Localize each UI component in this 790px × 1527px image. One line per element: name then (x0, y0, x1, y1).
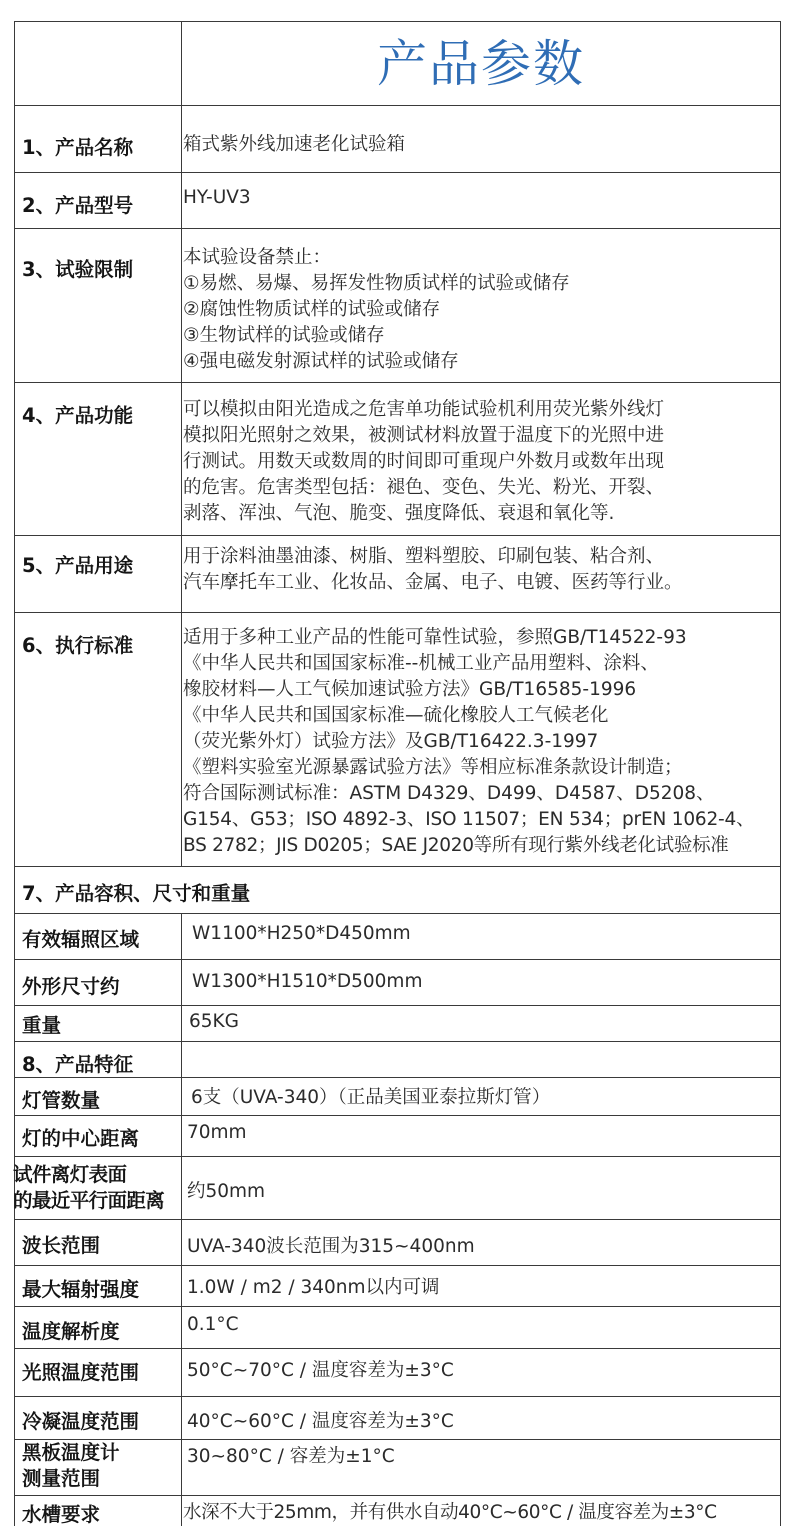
grid-line (181, 913, 182, 1526)
spec-line: G154、G53；ISO 4892-3、ISO 11507；EN 534；prEN 1062-4、 (183, 809, 755, 830)
section-heading: 7、产品容积、尺寸和重量 (22, 882, 251, 905)
spec-value: 1.0W / m2 / 340nm以内可调 (187, 1277, 440, 1298)
spec-value: 6支（UVA-340）（正品美国亚泰拉斯灯管） (191, 1087, 551, 1108)
spec-label: 6、执行标准 (22, 634, 134, 657)
spec-line: 适用于多种工业产品的性能可靠性试验，参照GB/T14522-93 (183, 627, 687, 648)
spec-label: 2、产品型号 (22, 194, 134, 217)
spec-value: 0.1°C (187, 1314, 239, 1335)
spec-label: 光照温度范围 (22, 1361, 140, 1384)
spec-line: ②腐蚀性物质试样的试验或储存 (183, 299, 441, 320)
grid-line (14, 1156, 780, 1157)
spec-label-line: 试件离灯表面 (13, 1163, 127, 1186)
grid-line (14, 1348, 780, 1349)
spec-value (183, 625, 783, 859)
grid-line (14, 959, 780, 960)
spec-label: 冷凝温度范围 (22, 1410, 140, 1433)
spec-label: 3、试验限制 (22, 258, 134, 281)
spec-line: ④强电磁发射源试样的试验或储存 (183, 351, 459, 372)
spec-line: 《塑料实验室光源暴露试验方法》等相应标准条款设计制造； (183, 757, 683, 778)
spec-label-line: 测量范围 (22, 1467, 101, 1490)
page-title: 产品参数 (377, 35, 585, 93)
spec-line: 本试验设备禁止： (183, 247, 332, 268)
grid-line (14, 866, 780, 867)
grid-line (14, 1041, 780, 1042)
grid-line (14, 1439, 780, 1440)
spec-value: 30~80°C / 容差为±1°C (187, 1446, 395, 1467)
spec-label (22, 1440, 120, 1492)
spec-label: 4、产品功能 (22, 404, 134, 427)
spec-line: 的危害。危害类型包括：褪色、变色、失光、粉光、开裂、 (183, 477, 665, 498)
spec-line: 用于涂料油墨油漆、树脂、塑料塑胶、印刷包装、粘合剂、 (183, 546, 665, 567)
spec-line: ①易燃、易爆、易挥发性物质试样的试验或储存 (183, 273, 570, 294)
spec-label: 温度解析度 (22, 1320, 120, 1343)
spec-label: 最大辐射强度 (22, 1278, 140, 1301)
spec-label: 灯的中心距离 (22, 1127, 140, 1150)
spec-value: W1300*H1510*D500mm (192, 971, 423, 992)
grid-line (14, 913, 780, 914)
grid-line (14, 612, 780, 613)
spec-line: 可以模拟由阳光造成之危害单功能试验机利用荧光紫外线灯 (183, 399, 665, 420)
spec-line: 《中华人民共和国国家标准—硫化橡胶人工气候老化 (183, 705, 609, 726)
spec-line: 《中华人民共和国国家标准--机械工业产品用塑料、涂料、 (183, 653, 659, 674)
grid-line (14, 1219, 780, 1220)
spec-label-line: 的最近平行面距离 (13, 1189, 165, 1212)
spec-value (183, 245, 783, 375)
spec-line: 汽车摩托车工业、化妆品、金属、电子、电镀、医药等行业。 (183, 572, 683, 593)
spec-value: 50°C~70°C / 温度容差为±3°C (187, 1360, 454, 1381)
grid-line (14, 1306, 780, 1307)
spec-line: BS 2782；JIS D0205；SAE J2020等所有现行紫外线老化试验标准 (183, 835, 729, 856)
spec-label: 波长范围 (22, 1234, 101, 1257)
grid-line (14, 535, 780, 536)
spec-label (13, 1162, 164, 1214)
spec-label: 灯管数量 (22, 1089, 101, 1112)
spec-value: HY-UV3 (183, 187, 251, 208)
spec-label: 水槽要求 (22, 1503, 101, 1526)
grid-line (14, 1115, 780, 1116)
grid-line (14, 1495, 780, 1496)
spec-label: 5、产品用途 (22, 554, 134, 577)
spec-value: 65KG (189, 1011, 240, 1032)
grid-line (14, 1396, 780, 1397)
spec-label: 1、产品名称 (22, 136, 134, 159)
spec-label-line: 黑板温度计 (22, 1441, 120, 1464)
grid-line (14, 1077, 780, 1078)
spec-line: 模拟阳光照射之效果，被测试材料放置于温度下的光照中进 (183, 425, 665, 446)
spec-value: 水深不大于25mm，并有供水自动40°C~60°C / 温度容差为±3°C (183, 1502, 717, 1523)
spec-value: 40°C~60°C / 温度容差为±3°C (187, 1411, 454, 1432)
grid-line (14, 21, 15, 1526)
spec-value: 70mm (187, 1122, 247, 1143)
spec-line: 橡胶材料—人工气候加速试验方法》GB/T16585-1996 (183, 679, 637, 700)
section-heading: 8、产品特征 (22, 1053, 134, 1076)
grid-line (14, 1005, 780, 1006)
grid-line (14, 1265, 780, 1266)
spec-label: 重量 (22, 1014, 62, 1037)
spec-line: 行测试。用数天或数周的时间即可重现户外数月或数年出现 (183, 451, 665, 472)
spec-value: 箱式紫外线加速老化试验箱 (183, 134, 406, 155)
grid-line (14, 172, 780, 173)
spec-value (183, 544, 783, 596)
spec-label: 外形尺寸约 (22, 975, 120, 998)
spec-value: UVA-340波长范围为315~400nm (187, 1236, 475, 1257)
spec-label: 有效辐照区域 (22, 928, 140, 951)
spec-line: （荧光紫外灯）试验方法》及GB/T16422.3-1997 (183, 731, 599, 752)
spec-line: 剥落、浑浊、气泡、脆变、强度降低、衰退和氧化等. (183, 503, 615, 524)
spec-line: 符合国际测试标准：ASTM D4329、D499、D4587、D5208、 (183, 783, 715, 804)
spec-value: W1100*H250*D450mm (192, 923, 411, 944)
grid-line (14, 382, 780, 383)
spec-line: ③生物试样的试验或储存 (183, 325, 385, 346)
spec-value (183, 397, 783, 527)
grid-line (181, 21, 182, 866)
spec-value: 约50mm (187, 1181, 266, 1202)
grid-line (14, 228, 780, 229)
